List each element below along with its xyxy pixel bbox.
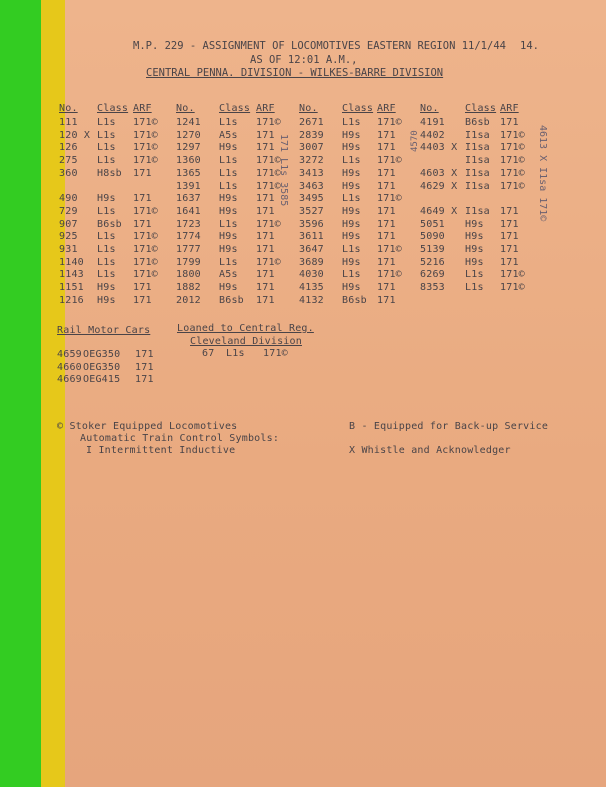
loco-number: 925 [59,231,78,243]
loco-number: 1216 [59,294,84,306]
loco-class: H9s [219,193,238,205]
loco-arf: 171© [500,155,525,167]
rail-car-class: OEG350 [83,361,121,373]
loco-number: 1297 [176,142,201,154]
loco-arf: 171 [377,231,396,243]
loco-class: H9s [219,244,238,255]
loco-number: 4403 X [420,142,458,154]
green-edge-stripe [0,0,41,787]
loco-arf: 171 [133,167,152,179]
rail-car-arf: 171 [135,374,154,385]
loco-number: 360 [59,167,78,179]
loco-number: 2012 [176,294,201,306]
column-header: ARF [133,103,152,114]
loco-arf: 171© [377,193,402,205]
loco-arf: 171 [256,142,275,154]
loco-class: I1sa [465,155,490,167]
loco-class: L1s [342,155,361,167]
column-header: Class [97,103,129,114]
loco-arf: 171 [256,282,275,294]
loaned-subtitle: Cleveland Division [190,336,302,347]
loco-class: L1s [97,244,116,255]
loco-arf: 171© [500,282,525,294]
column-header: No. [420,103,439,114]
loco-number: 3527 [299,205,324,217]
loco-number: 111 [59,117,78,128]
loco-class: H9s [465,244,484,255]
loco-arf: 171© [133,269,158,281]
loco-class: L1s [219,218,238,230]
rail-car-arf: 171 [135,361,154,373]
loco-number: 120 X [59,129,91,141]
loco-number: 1360 [176,155,201,167]
loco-class: H9s [219,205,238,217]
loco-class: B6sb [342,294,367,306]
loco-arf: 171 [256,231,275,243]
loco-number: 1777 [176,244,201,255]
loco-arf: 171© [500,180,525,192]
loaned-arf: 171© [263,348,288,359]
loco-class: L1s [97,231,116,243]
loco-number: 3596 [299,218,324,230]
loco-arf: 171 [256,294,275,306]
loco-class: H9s [342,142,361,154]
loco-arf: 171© [256,155,281,167]
loco-number: 4030 [299,269,324,281]
legend-stoker: © Stoker Equipped Locomotives [57,421,238,432]
rail-car-arf: 171 [135,349,154,360]
loco-arf: 171© [377,244,402,255]
loco-arf: 171 [377,167,396,179]
loco-class: L1s [97,142,116,154]
loco-number: 3413 [299,167,324,179]
loco-class: H9s [342,218,361,230]
column-header: No. [176,103,195,114]
loco-class: L1s [97,256,116,268]
loco-arf: 171© [133,117,158,128]
loco-class: L1s [342,193,361,205]
loco-arf: 171 [133,193,152,205]
column-header: Class [342,103,374,114]
loco-number: 4649 X [420,205,458,217]
loco-arf: 171 [500,256,519,268]
legend-backup: B - Equipped for Back-up Service [349,421,549,432]
loco-class: I1sa [465,142,490,154]
loco-number: 1800 [176,269,201,281]
loco-class: L1s [465,282,484,294]
loco-number: 907 [59,218,78,230]
loco-number: 5051 [420,218,445,230]
loco-arf: 171© [500,142,525,154]
loaned-class: L1s [226,348,245,359]
loco-arf: 171© [256,218,281,230]
loco-arf: 171© [500,167,525,179]
loco-arf: 171 [133,218,152,230]
loco-number: 6269 [420,269,445,281]
loco-arf: 171© [133,231,158,243]
loco-class: H9s [219,282,238,294]
header-division: CENTRAL PENNA. DIVISION - WILKES-BARRE DIVISION [146,67,444,79]
loco-number: 3007 [299,142,324,154]
rail-motor-title: Rail Motor Cars [57,325,151,336]
loco-class: H9s [342,256,361,268]
loco-arf: 171© [133,256,158,268]
loco-class: I1sa [465,205,490,217]
loco-number: 1140 [59,256,84,268]
loco-number: 490 [59,193,78,205]
loco-arf: 171© [133,155,158,167]
loco-number: 4603 X [420,167,458,179]
rail-car-number: 4660 [57,361,82,373]
loco-class: L1s [97,155,116,167]
loco-class: H9s [342,282,361,294]
loco-class: L1s [219,155,238,167]
loco-number: 1774 [176,231,201,243]
loco-class: L1s [97,129,116,141]
loco-class: H9s [97,282,116,294]
loco-number: 275 [59,155,78,167]
loco-arf: 171 [256,205,275,217]
loco-class: I1sa [465,129,490,141]
loco-class: L1s [97,269,116,281]
loco-class: H9s [219,231,238,243]
loaned-title: Loaned to Central Reg. [177,323,314,334]
loco-number: 1151 [59,282,84,294]
column-header: No. [299,103,318,114]
loco-class: H9s [465,231,484,243]
column-header: ARF [500,103,519,114]
loco-class: I1sa [465,167,490,179]
loco-number: 3689 [299,256,324,268]
loco-arf: 171 [500,244,519,255]
loco-arf: 171© [133,205,158,217]
loco-number: 1641 [176,205,201,217]
loco-class: L1s [465,269,484,281]
loco-arf: 171 [500,231,519,243]
loco-arf: 171© [500,269,525,281]
loco-number: 1799 [176,256,201,268]
loco-number: 4402 [420,129,445,141]
loco-arf: 171© [500,129,525,141]
loco-arf: 171 [500,205,519,217]
loco-arf: 171© [256,256,281,268]
margin-note-vertical: 171 L1s 3585 [278,134,289,207]
rail-car-class: OEG415 [83,374,121,385]
loco-number: 3463 [299,180,324,192]
loco-arf: 171 [256,129,275,141]
loco-class: B6sb [219,294,244,306]
rail-car-class: OEG350 [83,349,121,360]
margin-note-right: 4613 X I1sa 171© [537,125,548,222]
loco-arf: 171© [377,269,402,281]
rail-car-number: 4669 [57,374,82,385]
loco-arf: 171© [133,142,158,154]
loco-arf: 171 [256,244,275,255]
loco-number: 4629 X [420,180,458,192]
loco-arf: 171 [377,142,396,154]
loco-number: 8353 [420,282,445,294]
loco-number: 5139 [420,244,445,255]
loco-class: H9s [342,180,361,192]
loco-arf: 171 [256,269,275,281]
loco-arf: 171 [133,282,152,294]
loco-class: L1s [342,244,361,255]
loco-class: H9s [342,129,361,141]
loco-number: 2671 [299,117,324,128]
loco-number: 4132 [299,294,324,306]
column-header: Class [465,103,497,114]
loco-number: 1723 [176,218,201,230]
loco-class: H9s [342,205,361,217]
loco-number: 1270 [176,129,201,141]
loco-class: H9s [342,167,361,179]
header-as-of: AS OF 12:01 A.M., [250,54,358,66]
loco-class: A5s [219,129,238,141]
loco-class: L1s [219,180,238,192]
loaned-number: 67 [202,348,215,359]
loco-number: 2839 [299,129,324,141]
loco-number: 3647 [299,244,324,255]
loco-arf: 171© [133,244,158,255]
loco-number: 126 [59,142,78,154]
loco-class: H9s [342,231,361,243]
column-header: ARF [377,103,396,114]
loco-number: 931 [59,244,78,255]
page-number: 14. [520,40,539,52]
loco-arf: 171 [377,218,396,230]
legend-atc-title: Automatic Train Control Symbols: [80,433,280,444]
loco-arf: 171© [256,180,281,192]
loco-number: 3611 [299,231,324,243]
loco-arf: 171 [377,294,396,306]
loco-class: L1s [219,256,238,268]
legend-whistle: X Whistle and Acknowledger [349,445,511,456]
loco-number: 1143 [59,269,84,281]
loco-number: 4135 [299,282,324,294]
loco-class: H9s [465,218,484,230]
loco-class: H9s [97,294,116,306]
loco-class: L1s [342,269,361,281]
loco-class: L1s [97,205,116,217]
loco-class: A5s [219,269,238,281]
loco-arf: 171© [256,167,281,179]
loco-class: B6sb [465,117,490,128]
loco-number: 1365 [176,167,201,179]
loco-arf: 171 [256,193,275,205]
loco-class: H9s [97,193,116,205]
loco-number: 1882 [176,282,201,294]
loco-arf: 171© [377,155,402,167]
loco-arf: 171 [500,117,519,128]
loco-arf: 171© [256,117,281,128]
loco-arf: 171 [377,129,396,141]
loco-number: 729 [59,205,78,217]
loco-number: 1391 [176,180,201,192]
loco-arf: 171 [377,180,396,192]
loco-class: L1s [219,117,238,128]
rail-car-number: 4659 [57,349,82,360]
column-header: ARF [256,103,275,114]
column-header: Class [219,103,251,114]
loco-number: 3495 [299,193,324,205]
loco-number: 3272 [299,155,324,167]
loco-class: B6sb [97,218,122,230]
loco-number: 4191 [420,117,445,128]
loco-arf: 171© [133,129,158,141]
loco-arf: 171 [133,294,152,306]
loco-class: L1s [97,117,116,128]
loco-class: L1s [342,117,361,128]
legend-atc-intermittent: I Intermittent Inductive [86,445,236,456]
loco-arf: 171 [500,218,519,230]
column-header: No. [59,103,78,114]
margin-note-4570: 4570 [410,130,420,152]
loco-class: H8sb [97,167,122,179]
loco-arf: 171© [377,117,402,128]
loco-number: 1241 [176,117,201,128]
loco-class: H9s [219,142,238,154]
loco-arf: 171 [377,205,396,217]
loco-arf: 171 [377,256,396,268]
loco-arf: 171 [377,282,396,294]
loco-class: H9s [465,256,484,268]
loco-number: 5090 [420,231,445,243]
loco-class: L1s [219,167,238,179]
loco-number: 5216 [420,256,445,268]
header-title: M.P. 229 - ASSIGNMENT OF LOCOMOTIVES EASTERN REGION 11/1/44 [133,40,506,52]
loco-class: I1sa [465,180,490,192]
loco-number: 1637 [176,193,201,205]
